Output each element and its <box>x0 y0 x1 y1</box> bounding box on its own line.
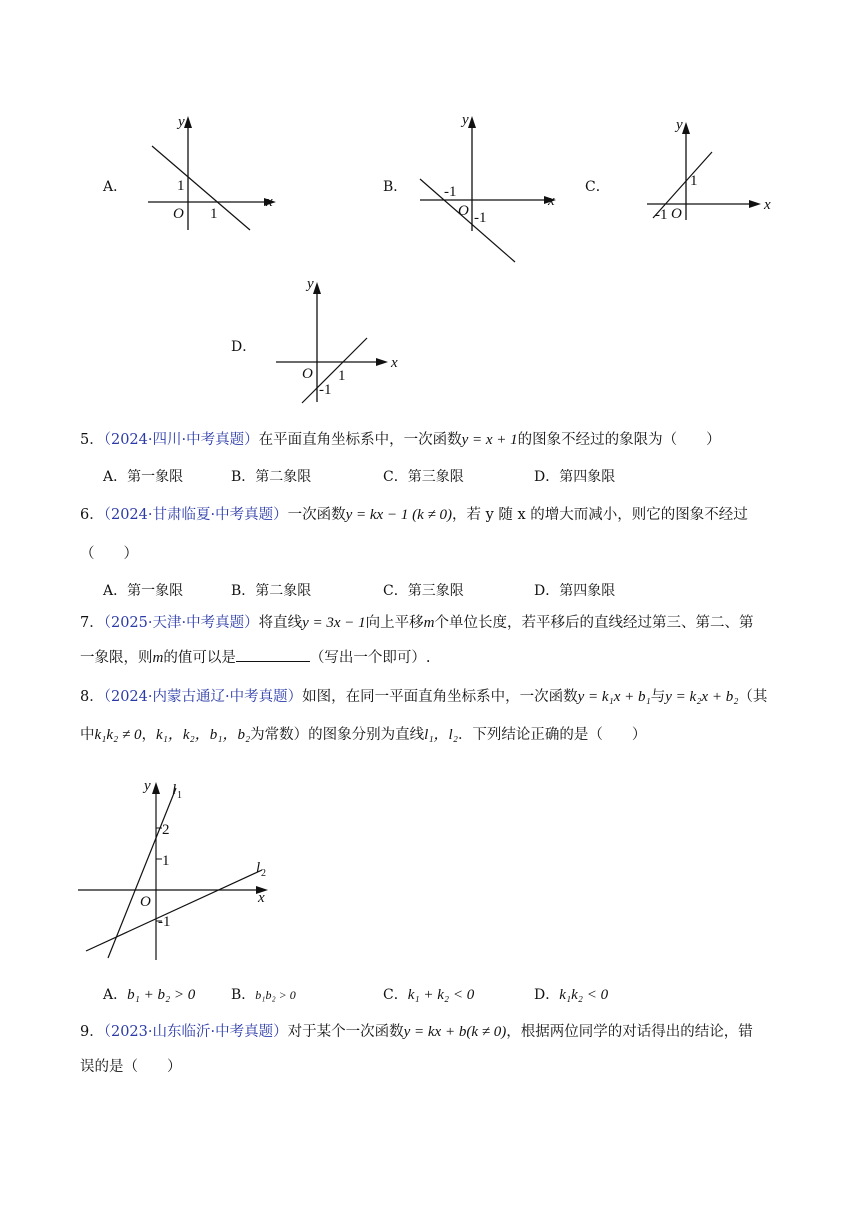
option-letter: D． <box>534 987 560 1003</box>
option-letter: C． <box>383 987 408 1003</box>
question-text: 中 <box>80 727 95 743</box>
x-axis-arrow-icon <box>376 358 388 366</box>
question-number: 5． <box>80 432 104 448</box>
q6-option-b: B．第二象限 <box>231 583 312 599</box>
question-text: 对于某个一次函数 <box>287 1024 404 1040</box>
question-text: 将直线 <box>258 615 303 631</box>
l2-subscript: 2 <box>261 868 266 879</box>
q8-option-b <box>231 984 296 1004</box>
tick-label-1: 1 <box>162 853 170 869</box>
tick-label-m1: -1 <box>158 914 171 930</box>
question-6 <box>80 504 748 526</box>
formula: y = kx + b(k ≠ 0) <box>403 1024 507 1040</box>
option-c-label: C． <box>585 179 610 195</box>
y-axis-arrow-icon <box>184 116 192 128</box>
y-intercept-label: 1 <box>690 173 698 189</box>
origin-label: O <box>140 894 151 910</box>
q6-answer-parens: （ ） <box>80 546 138 562</box>
l2-label: l <box>256 860 261 876</box>
origin-label: O <box>302 366 313 382</box>
y-axis-label: y <box>178 114 185 130</box>
question-8-line2 <box>80 724 646 746</box>
q6-option-a: A．第一象限 <box>103 583 184 599</box>
x-axis-arrow-icon <box>749 200 761 208</box>
x-axis-label: x <box>266 194 273 210</box>
line-names: l₁，l₂ <box>424 727 458 743</box>
y-intercept-label: -1 <box>474 210 487 226</box>
x-intercept-label: 1 <box>210 206 218 222</box>
x-intercept-label: -1 <box>655 207 668 223</box>
question-source: （2024·内蒙古通辽·中考真题） <box>103 689 303 705</box>
option-c-graph <box>643 112 783 227</box>
question-source: （2025·天津·中考真题） <box>103 615 259 631</box>
question-text: 在平面直角坐标系中，一次函数 <box>258 432 462 448</box>
question-text: ， <box>141 727 156 743</box>
x-intercept-label: 1 <box>338 368 346 384</box>
q8-option-d <box>534 984 608 1004</box>
question-text-end: （写出一个即可）. <box>309 650 431 666</box>
formula: y = 3x − 1 <box>302 615 366 631</box>
question-number: 6． <box>80 507 104 523</box>
question-text: 一次函数 <box>287 507 346 523</box>
option-b-graph <box>412 106 562 266</box>
option-expr: k₁k₂ < 0 <box>559 987 609 1003</box>
line-l1 <box>108 788 176 958</box>
y-intercept-label: -1 <box>319 382 332 398</box>
formula: y = kx − 1 (k ≠ 0) <box>345 507 452 523</box>
variable-m: m <box>423 615 435 631</box>
question-text-end: ．下列结论正确的是（ ） <box>457 727 647 743</box>
question-number: 7． <box>80 615 104 631</box>
graph-line <box>152 146 250 230</box>
question-text-mid: 向上平移 <box>365 615 424 631</box>
question-source: （2024·四川·中考真题） <box>103 432 259 448</box>
option-expr: b₁ + b₂ > 0 <box>127 987 196 1003</box>
x-axis-label: x <box>391 355 398 371</box>
question-5 <box>80 429 721 451</box>
origin-label: O <box>458 203 469 219</box>
graph-line <box>420 179 515 262</box>
l1-label: l <box>172 782 177 798</box>
y-axis-label: y <box>307 276 314 292</box>
y-axis-arrow-icon <box>152 782 160 794</box>
question-text: 与 <box>650 689 666 705</box>
question-text: 的值可以是 <box>163 650 236 666</box>
line-l2 <box>86 870 262 951</box>
option-b-label: B． <box>383 179 408 195</box>
x-axis-label: x <box>548 193 555 209</box>
tick-label-2: 2 <box>162 822 170 838</box>
option-expr: b₁b₂ > 0 <box>255 988 296 1002</box>
option-a-graph <box>140 108 280 238</box>
option-expr: k₁ + k₂ < 0 <box>407 987 475 1003</box>
q6-option-d: D．第四象限 <box>534 583 616 599</box>
question-text-end: 个单位长度，若平移后的直线经过第三、第二、第 <box>434 615 754 631</box>
y-intercept-label: 1 <box>177 178 185 194</box>
q5-option-d: D．第四象限 <box>534 469 616 485</box>
q5-option-c: C．第三象限 <box>383 469 464 485</box>
question-text-end: （其 <box>738 689 768 705</box>
y-axis-label: y <box>676 117 683 133</box>
formula-2: y = k₂x + b₂ <box>665 689 739 705</box>
option-letter: B． <box>231 987 256 1003</box>
q8-option-a <box>103 984 195 1004</box>
origin-label: O <box>173 206 184 222</box>
option-a-label: A． <box>103 179 128 195</box>
variable-m: m <box>152 650 164 666</box>
y-axis-label: y <box>462 112 469 128</box>
question-text: 如图，在同一平面直角坐标系中，一次函数 <box>302 689 578 705</box>
y-axis-label: y <box>144 778 151 794</box>
question-source: （2023·山东临沂·中考真题） <box>103 1024 288 1040</box>
question-8 <box>80 686 767 708</box>
q8-option-c <box>383 984 474 1004</box>
y-axis-arrow-icon <box>682 122 690 134</box>
question-number: 8． <box>80 689 104 705</box>
q5-option-a: A．第一象限 <box>103 469 184 485</box>
constants: k₁，k₂，b₁，b₂ <box>155 727 251 743</box>
question-text-end: ，若 y 随 x 的增大而减小，则它的图象不经过 <box>451 507 748 523</box>
x-axis-label: x <box>764 197 771 213</box>
question-9 <box>80 1021 753 1043</box>
question-9-line2: 误的是（ ） <box>80 1059 182 1075</box>
answer-blank[interactable] <box>236 647 310 662</box>
question-text: 一象限，则 <box>80 650 153 666</box>
l1-subscript: 1 <box>177 790 182 801</box>
option-d-graph <box>270 272 410 412</box>
q6-option-c: C．第三象限 <box>383 583 464 599</box>
y-axis-arrow-icon <box>313 282 321 294</box>
question-text-end: 的图象不经过的象限为（ ） <box>517 432 721 448</box>
question-7 <box>80 612 754 634</box>
question-7-line2 <box>80 647 430 669</box>
x-axis-label: x <box>258 890 265 906</box>
x-intercept-label: -1 <box>444 184 457 200</box>
question-text: 为常数）的图象分别为直线 <box>250 727 425 743</box>
option-d-label: D． <box>231 339 257 355</box>
option-letter: A． <box>103 987 128 1003</box>
condition: k₁k₂ ≠ 0 <box>94 727 142 743</box>
formula: y = x + 1 <box>461 432 518 448</box>
q5-option-b: B．第二象限 <box>231 469 312 485</box>
y-axis-arrow-icon <box>468 116 476 128</box>
question-source: （2024·甘肃临夏·中考真题） <box>103 507 288 523</box>
question-number: 9． <box>80 1024 104 1040</box>
origin-label: O <box>671 206 682 222</box>
q8-figure <box>76 770 276 965</box>
formula-1: y = k₁x + b₁ <box>577 689 651 705</box>
question-text-end: ，根据两位同学的对话得出的结论，错 <box>506 1024 753 1040</box>
